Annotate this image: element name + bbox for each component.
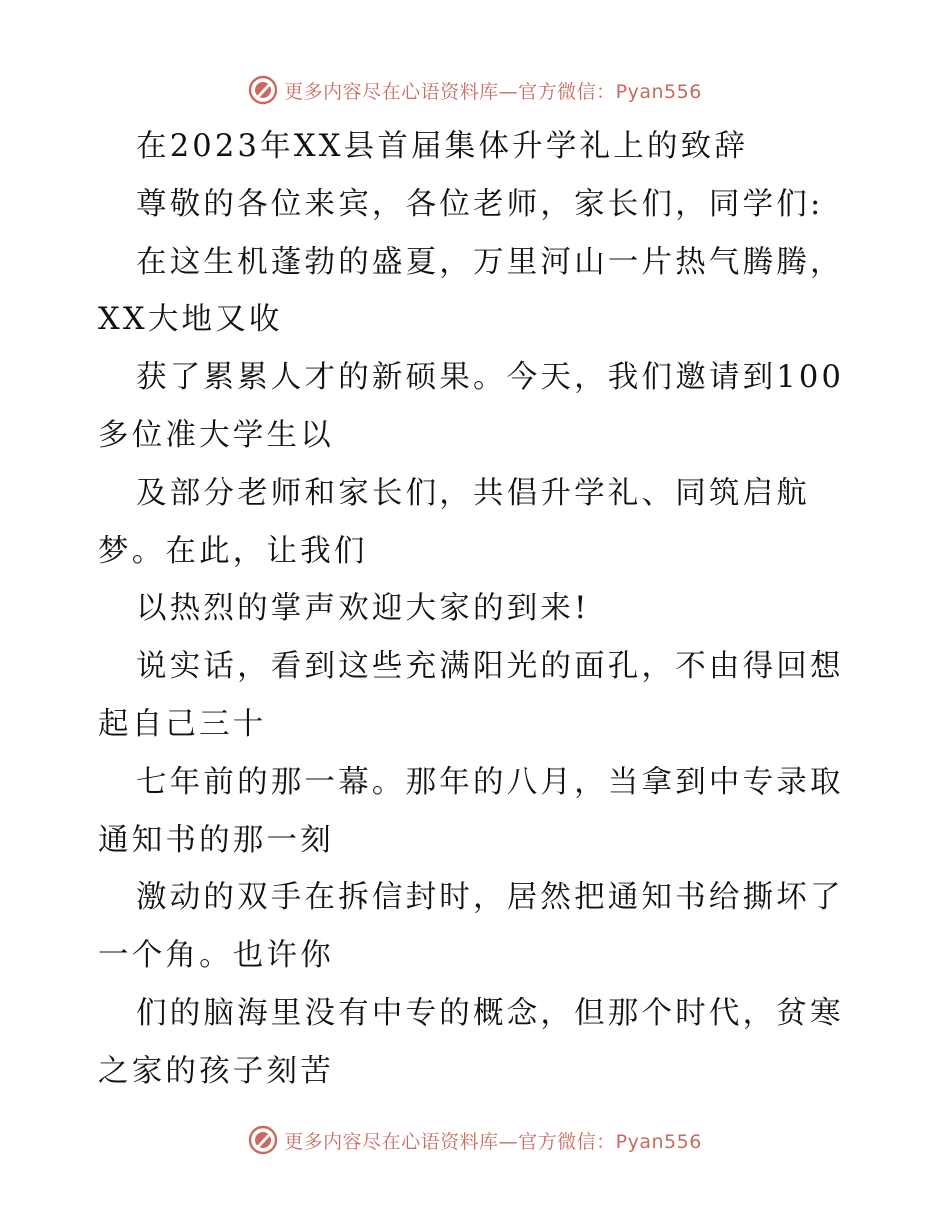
watermark-text: 更多内容尽在心语资料库—官方微信：Pyan556 [284,1130,702,1153]
text-line: 之家的孩子刻苦 [98,1053,334,1089]
text-line: 们的脑海里没有中专的概念，但那个时代，贫寒 [136,995,844,1031]
document-body [98,118,858,1101]
pen-logo-icon [248,1125,278,1155]
watermark-text: 更多内容尽在心语资料库—官方微信：Pyan556 [284,80,702,103]
text-line: 一个角。也许你 [98,938,334,974]
text-line: 起自己三十 [98,706,267,742]
text-line: 多位准大学生以 [98,417,334,453]
text-line: 及部分老师和家长们，共倡升学礼、同筑启航 [136,475,810,511]
text-line: 获了累累人才的新硕果。今天，我们邀请到100 [136,360,845,396]
text-line: 以热烈的掌声欢迎大家的到来! [136,591,590,627]
footer-watermark [0,1120,950,1160]
text-line: 尊敬的各位来宾，各位老师，家长们，同学们: [136,186,824,222]
text-line: 七年前的那一幕。那年的八月，当拿到中专录取 [136,764,844,800]
text-line: XX大地又收 [98,302,283,338]
text-line: 在2023年XX县首届集体升学礼上的致辞 [136,129,749,164]
text-line: 梦。在此，让我们 [98,533,368,569]
text-line: 通知书的那一刻 [98,822,334,858]
header-watermark [0,70,950,110]
pen-logo-icon [248,75,278,105]
text-line: 激动的双手在拆信封时，居然把通知书给撕坏了 [136,880,844,916]
text-line: 说实话，看到这些充满阳光的面孔，不由得回想 [136,649,844,685]
text-line: 在这生机蓬勃的盛夏，万里河山一片热气腾腾， [136,244,844,280]
